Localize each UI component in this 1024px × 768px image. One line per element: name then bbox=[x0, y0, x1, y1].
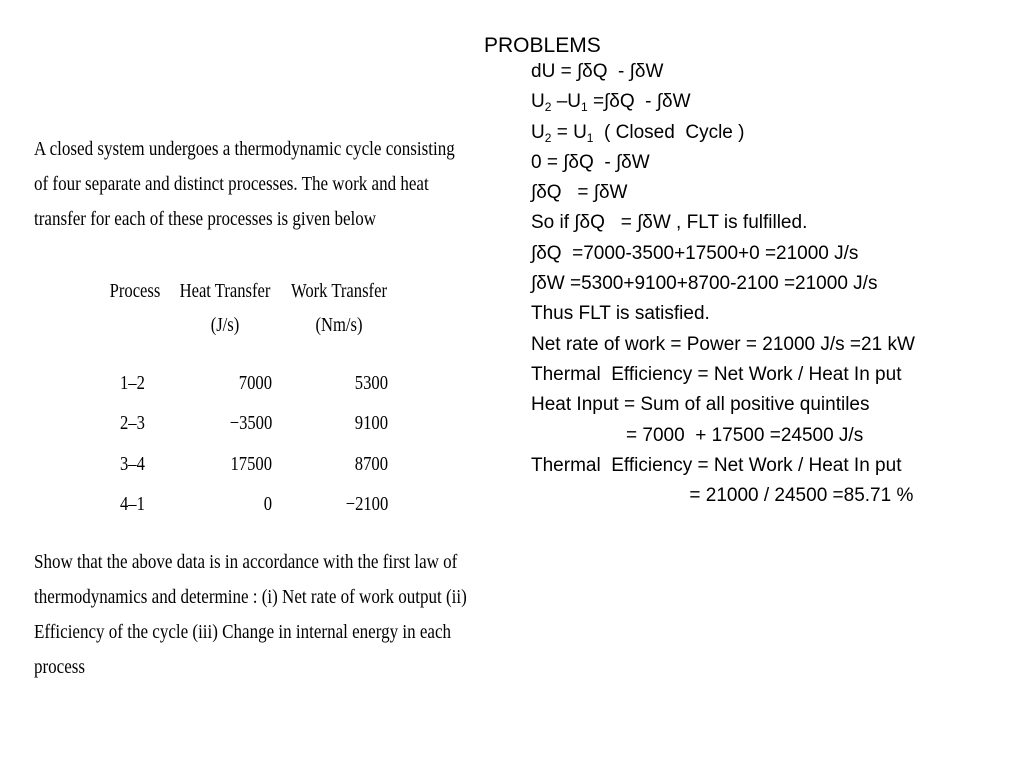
header-process: Process bbox=[109, 280, 161, 302]
cell-work: 9100 bbox=[354, 412, 388, 434]
solution-line: ∫δW =5300+9100+8700-2100 =21000 J/s bbox=[531, 273, 878, 295]
cell-process: 2–3 bbox=[120, 412, 145, 434]
solution-line: = 7000 + 17500 =24500 J/s bbox=[531, 424, 864, 446]
problem-question: Show that the above data is in accordance with the first law of thermodynamics and determine : (i) Net rate of work output (ii) Efficiency of the cycle (iii) Change in internal energy in each process bbox=[34, 551, 467, 678]
cell-heat: 0 bbox=[263, 493, 272, 515]
scanned-problem bbox=[0, 120, 480, 720]
cell-process: 4–1 bbox=[120, 493, 145, 515]
problem-intro: A closed system undergoes a thermodynamic cycle consisting of four separate and distinct processes. The work and heat transfer for each of these processes is given below bbox=[34, 138, 455, 230]
slide-title: PROBLEMS bbox=[484, 34, 601, 57]
solution-line: So if ∫δQ = ∫δW , FLT is fulfilled. bbox=[531, 212, 808, 234]
solution-line: Net rate of work = Power = 21000 J/s =21 kW bbox=[531, 333, 915, 355]
solution-line: Thus FLT is satisfied. bbox=[531, 303, 710, 325]
solution-line: Heat Input = Sum of all positive quintiles bbox=[531, 394, 870, 416]
cell-work: −2100 bbox=[345, 493, 388, 515]
solution-line: Thermal Efficiency = Net Work / Heat In put bbox=[531, 454, 902, 476]
cell-process: 3–4 bbox=[120, 453, 145, 475]
solution-line: ∫δQ = ∫δW bbox=[531, 182, 628, 204]
cell-work: 5300 bbox=[354, 372, 388, 394]
solution-line: dU = ∫δQ - ∫δW bbox=[531, 61, 664, 82]
solution-line: = 21000 / 24500 =85.71 % bbox=[531, 485, 914, 507]
solution-line: ∫δQ =7000-3500+17500+0 =21000 J/s bbox=[531, 242, 859, 264]
header-work-transfer: Work Transfer (Nm/s) bbox=[291, 280, 387, 336]
solution-line: 0 = ∫δQ - ∫δW bbox=[531, 151, 650, 173]
header-heat-transfer: Heat Transfer (J/s) bbox=[179, 280, 271, 336]
solution-line: $U_2 = U_1$ ( Closed Cycle ) bbox=[531, 121, 745, 145]
cell-heat: 17500 bbox=[230, 453, 272, 475]
solution-line: Thermal Efficiency = Net Work / Heat In put bbox=[531, 363, 902, 385]
cell-heat: 7000 bbox=[238, 372, 272, 394]
solution-steps bbox=[531, 60, 961, 514]
cell-process: 1–2 bbox=[120, 372, 145, 394]
cell-heat: −3500 bbox=[229, 412, 272, 434]
cell-work: 8700 bbox=[354, 453, 388, 475]
solution-line: $U_2$ $-U_1 =\int\delta Q - \int\delta W$ bbox=[531, 91, 691, 115]
